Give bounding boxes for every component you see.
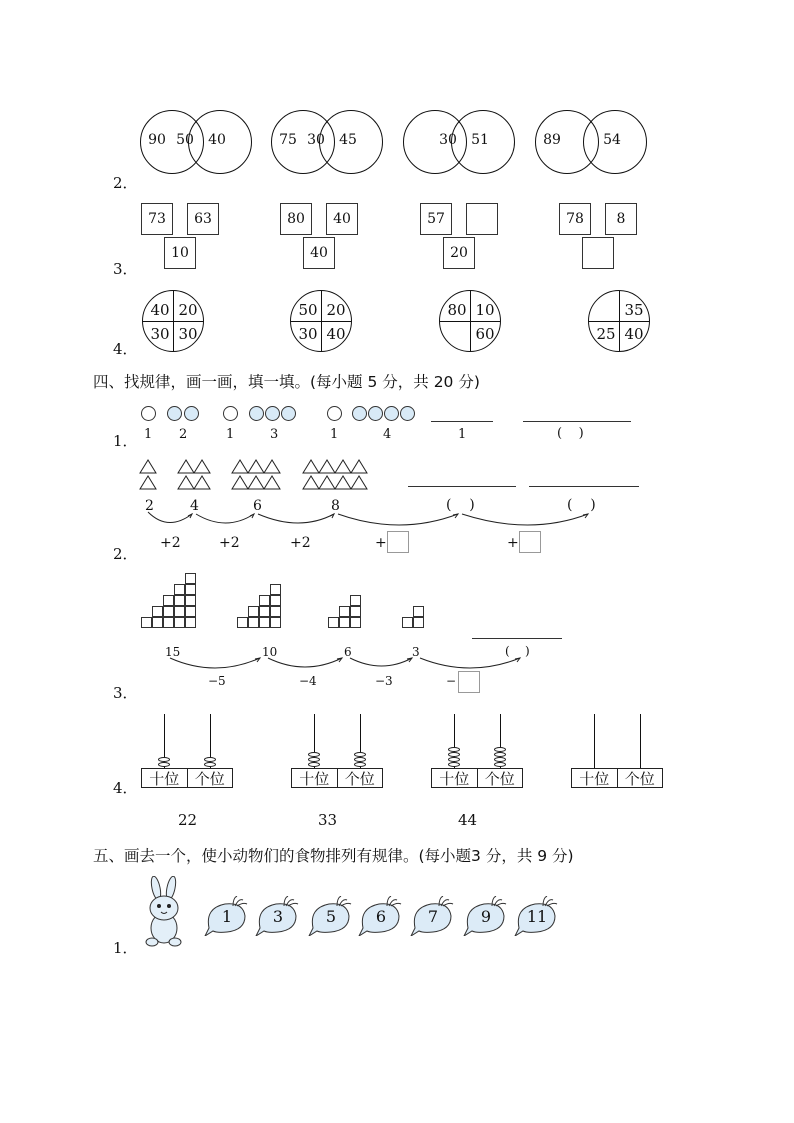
cube — [152, 617, 163, 628]
abacus-bead — [308, 752, 320, 757]
sequence-value: 8 — [331, 498, 340, 514]
qc-top-left: 80 — [447, 301, 467, 319]
filled-circle-icon — [167, 406, 182, 421]
cube — [270, 617, 281, 628]
ones-label: 个位 — [617, 769, 663, 787]
qc-bottom-right: 60 — [475, 325, 495, 343]
cube — [413, 617, 424, 628]
pattern-label: 4 — [383, 427, 392, 442]
venn-right: 54 — [603, 132, 621, 148]
cube — [328, 617, 339, 628]
s4-p1-number: 1． — [113, 432, 138, 450]
abacus-bead — [204, 757, 216, 762]
answer-box[interactable] — [387, 531, 409, 553]
abacus-bead — [354, 752, 366, 757]
abacus-rod — [594, 714, 595, 768]
qc-bottom-left: 30 — [150, 325, 170, 343]
answer-line[interactable] — [431, 421, 493, 422]
step-label: −3 — [375, 674, 393, 688]
food-number: 9 — [480, 907, 492, 926]
triangle-pattern — [138, 458, 378, 492]
pattern-label: 1 — [144, 427, 153, 442]
cube — [185, 606, 196, 617]
cube — [270, 595, 281, 606]
cube — [248, 617, 259, 628]
abacus-bead — [448, 747, 460, 752]
pattern-label: 1 — [458, 427, 467, 442]
cube — [413, 606, 424, 617]
abacus-number: 44 — [458, 811, 478, 829]
box-top-right: 40 — [326, 203, 358, 235]
abacus-bead — [158, 757, 170, 762]
filled-circle-icon — [184, 406, 199, 421]
food-item[interactable] — [409, 896, 455, 936]
section-5-title: 五、画去一个，使小动物们的食物排列有规律。(每小题3 分，共 9 分) — [93, 847, 574, 865]
filled-circle-icon — [265, 406, 280, 421]
qc-bottom-left: 30 — [298, 325, 318, 343]
answer-line[interactable] — [408, 486, 516, 487]
venn-right: 45 — [339, 132, 357, 148]
abacus-base — [571, 768, 663, 788]
quartered-circle — [142, 290, 204, 352]
cube — [339, 617, 350, 628]
food-item[interactable] — [462, 896, 508, 936]
cube — [185, 595, 196, 606]
venn-diagram — [535, 110, 665, 174]
tens-label: 十位 — [149, 769, 180, 788]
answer-blank[interactable]: ( ) — [446, 497, 475, 513]
step-label: +2 — [160, 535, 181, 551]
cube — [141, 617, 152, 628]
cube — [350, 606, 361, 617]
venn-diagram — [271, 110, 401, 174]
cube — [185, 617, 196, 628]
abacus-bead — [494, 747, 506, 752]
abacus-bead — [448, 757, 460, 762]
qc-top-left: 50 — [298, 301, 318, 319]
food-number: 11 — [526, 907, 548, 926]
food-item[interactable] — [307, 896, 353, 936]
cube — [270, 584, 281, 595]
food-item[interactable] — [254, 896, 300, 936]
sequence-value: 15 — [165, 645, 181, 659]
filled-circle-icon — [352, 406, 367, 421]
cube — [163, 606, 174, 617]
cube — [174, 606, 185, 617]
abacus-bead — [494, 762, 506, 767]
ones-label: 个位 — [187, 769, 233, 787]
venn-right: 51 — [471, 132, 489, 148]
cube — [152, 606, 163, 617]
cube — [350, 595, 361, 606]
box-top-left: 78 — [559, 203, 591, 235]
cube — [185, 573, 196, 584]
food-number: 1 — [221, 907, 233, 926]
food-number: 6 — [375, 907, 387, 926]
box-top-right: 8 — [605, 203, 637, 235]
cube — [174, 584, 185, 595]
box-top-right: 63 — [187, 203, 219, 235]
food-number: 5 — [325, 907, 337, 926]
q2-number: 2． — [113, 174, 138, 192]
sequence-value: 6 — [253, 498, 262, 514]
step-label: −5 — [208, 674, 226, 688]
answer-line[interactable] — [529, 486, 639, 487]
pattern-label: 2 — [179, 427, 188, 442]
pattern-label: 1 — [330, 427, 339, 442]
qc-top-right: 35 — [624, 301, 644, 319]
food-item[interactable] — [203, 896, 249, 936]
section-4-title: 四、找规律，画一画，填一填。(每小题 5 分，共 20 分) — [93, 373, 480, 391]
filled-circle-icon — [368, 406, 383, 421]
box-top-left: 73 — [141, 203, 173, 235]
circle-icon — [141, 406, 156, 421]
sequence-value: 3 — [412, 645, 420, 659]
venn-diagram — [403, 110, 533, 174]
tens-label: 十位 — [439, 769, 470, 788]
pattern-label: 3 — [270, 427, 279, 442]
quartered-circle — [290, 290, 352, 352]
filled-circle-icon — [281, 406, 296, 421]
circle-icon — [327, 406, 342, 421]
abacus-rod — [640, 714, 641, 768]
answer-blank[interactable]: ( ) — [557, 426, 584, 441]
venn-mid: 30 — [439, 132, 457, 148]
box-bottom: 10 — [164, 237, 196, 269]
food-item[interactable] — [357, 896, 403, 936]
box-top-right[interactable] — [466, 203, 498, 235]
rabbit-icon — [142, 876, 186, 948]
qc-bottom-right: 30 — [178, 325, 198, 343]
s5-p1-number: 1． — [113, 939, 138, 957]
answer-blank[interactable]: ( ) — [567, 497, 596, 513]
tens-label: 十位 — [579, 769, 610, 788]
sequence-value: 2 — [145, 498, 154, 514]
box-bottom: 40 — [303, 237, 335, 269]
cube — [163, 595, 174, 606]
tens-label: 十位 — [299, 769, 330, 788]
sequence-value: 4 — [190, 498, 199, 514]
food-item[interactable] — [513, 896, 559, 936]
s4-p4-number: 4． — [113, 779, 138, 797]
abacus-number: 33 — [318, 811, 338, 829]
cube — [402, 617, 413, 628]
venn-left: 89 — [543, 132, 561, 148]
abacus-bead — [354, 757, 366, 762]
answer-blank[interactable]: ( ) — [505, 644, 530, 658]
qc-top-right: 20 — [178, 301, 198, 319]
abacus-bead — [354, 762, 366, 767]
answer-box[interactable] — [519, 531, 541, 553]
cube — [174, 595, 185, 606]
answer-box[interactable] — [458, 671, 480, 693]
cube — [339, 606, 350, 617]
abacus-base — [141, 768, 233, 788]
step-label: +2 — [290, 535, 311, 551]
venn-left: 75 — [279, 132, 297, 148]
circle-icon — [223, 406, 238, 421]
abacus-bead — [204, 762, 216, 767]
step-label: −4 — [299, 674, 317, 688]
sequence-value: 6 — [344, 645, 352, 659]
sequence-value: 10 — [262, 645, 278, 659]
box-bottom[interactable] — [582, 237, 614, 269]
abacus-bead — [448, 752, 460, 757]
qc-top-left: 40 — [150, 301, 170, 319]
cube — [237, 617, 248, 628]
box-top-left: 80 — [280, 203, 312, 235]
abacus-bead — [308, 762, 320, 767]
abacus-base — [431, 768, 523, 788]
cube — [185, 584, 196, 595]
cube — [248, 606, 259, 617]
abacus-number: 22 — [178, 811, 198, 829]
venn-mid: 30 — [307, 132, 325, 148]
abacus-bead — [308, 757, 320, 762]
filled-circle-icon — [384, 406, 399, 421]
step-label: − — [446, 674, 457, 688]
step-label: + — [507, 535, 519, 551]
quartered-circle — [439, 290, 501, 352]
filled-circle-icon — [400, 406, 415, 421]
venn-right: 40 — [208, 132, 226, 148]
qc-bottom-left: 25 — [596, 325, 616, 343]
food-number: 7 — [427, 907, 439, 926]
s4-p3-number: 3． — [113, 684, 138, 702]
qc-bottom-right: 40 — [326, 325, 346, 343]
cube — [163, 617, 174, 628]
ones-label: 个位 — [337, 769, 383, 787]
abacus-bead — [494, 752, 506, 757]
answer-line[interactable] — [523, 421, 631, 422]
venn-left: 90 — [148, 132, 166, 148]
quartered-circle — [588, 290, 650, 352]
abacus-bead — [448, 762, 460, 767]
ones-label: 个位 — [477, 769, 523, 787]
filled-circle-icon — [249, 406, 264, 421]
q3-number: 3． — [113, 260, 138, 278]
qc-bottom-right: 40 — [624, 325, 644, 343]
abacus-base — [291, 768, 383, 788]
pattern-label: 1 — [226, 427, 235, 442]
venn-diagram — [140, 110, 270, 174]
cube — [270, 606, 281, 617]
venn-mid: 50 — [176, 132, 194, 148]
cube — [259, 595, 270, 606]
cube — [350, 617, 361, 628]
box-top-left: 57 — [420, 203, 452, 235]
cube — [259, 617, 270, 628]
cube — [174, 617, 185, 628]
s4-p2-number: 2． — [113, 545, 138, 563]
abacus-bead — [158, 762, 170, 767]
qc-top-right: 10 — [475, 301, 495, 319]
cube — [259, 606, 270, 617]
qc-top-right: 20 — [326, 301, 346, 319]
step-label: +2 — [219, 535, 240, 551]
box-bottom: 20 — [443, 237, 475, 269]
abacus-bead — [494, 757, 506, 762]
q4-number: 4． — [113, 340, 138, 358]
answer-line[interactable] — [472, 638, 562, 639]
food-number: 3 — [272, 907, 284, 926]
step-label: + — [375, 535, 387, 551]
